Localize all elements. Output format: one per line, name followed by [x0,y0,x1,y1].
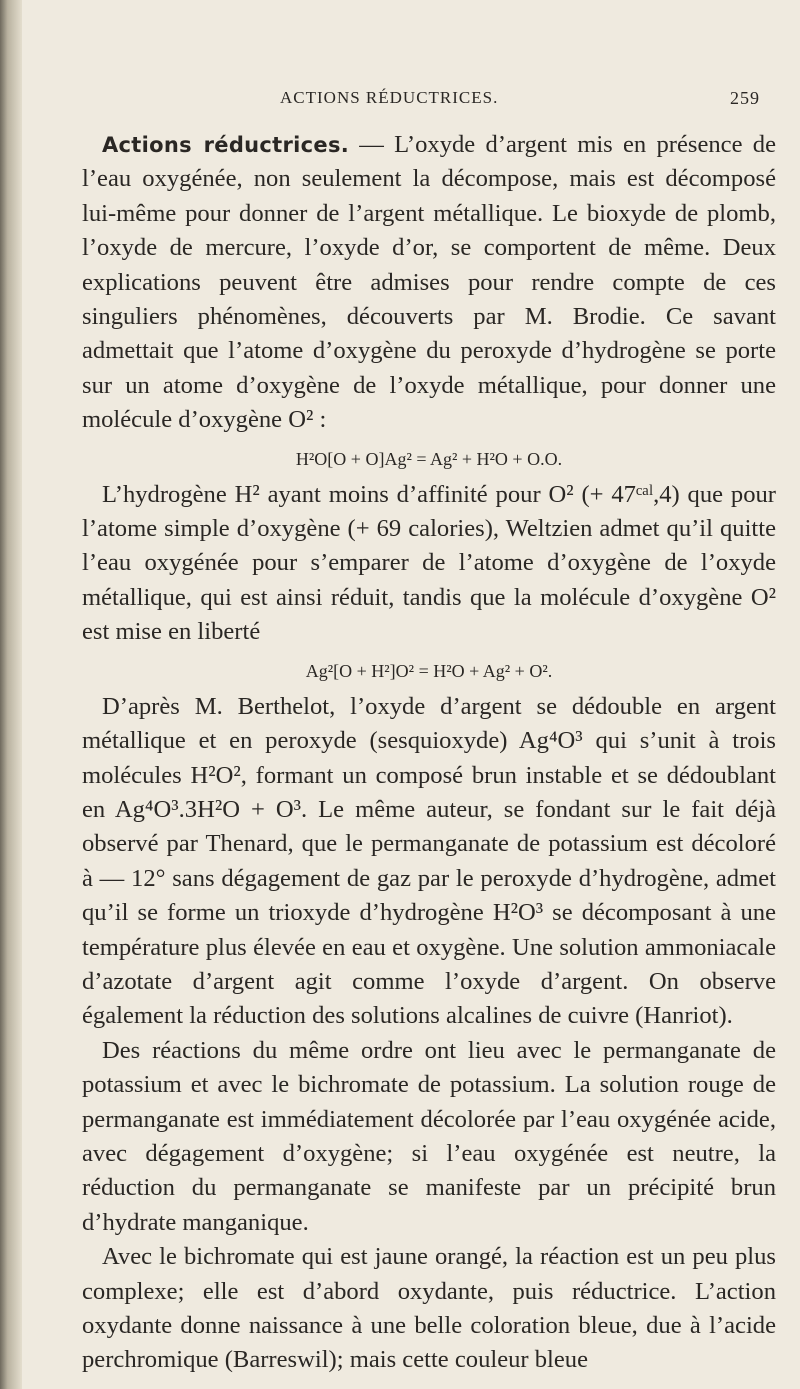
paragraph-3: D’après M. Berthelot, l’oxyde d’argent se dédouble en argent métallique et en peroxyde (sesquioxyde) Ag⁴O³ qui s’unit à trois molécules H²O², formant un composé brun instable et se dédoublant en Ag⁴O³.3H²O + O³. Le même auteur, se fondant sur le fait déjà observé par Thenard, que le permanganate de potassium est décoloré à — 12° sans dégagement de gaz par le peroxyde d’hydrogène, admet qu’il se forme un trioxyde d’hydrogène H²O³ se décomposant à une température plus élevée en eau et oxygène. Une solution ammoniacale d’azotate d’argent agit comme l’oxyde d’argent. On observe également la réduction des solutions alcalines de cuivre (Hanriot). [82,692,776,1030]
page-number: 259 [730,88,760,108]
section-title: Actions réductrices. [102,133,350,157]
formula-2: Ag²[O + H²]O² = H²O + Ag² + O². [305,660,553,681]
formula-1: H²O[O + O]Ag² = Ag² + H²O + O.O. [295,448,563,469]
running-head: ACTIONS RÉDUCTRICES. [280,88,499,107]
paragraph-2: L’hydrogène H² ayant moins d’affinité pour O² (+ 47ᶜᵃˡ,4) que pour l’atome simple d’oxygène (+ 69 calories), Weltzien admet qu’il quitte l’eau oxygénée pour s’emparer de l’atome d’oxygène de l’oxyde métallique, qui est ainsi réduit, tandis que la molécule d’oxygène O² est mise en liberté [82,480,776,646]
paragraph-1-text: — L’oxyde d’argent mis en présence de l’eau oxygénée, non seulement la décompose, mais est décomposé lui-même pour donner de l’argent métallique. Le bioxyde de plomb, l’oxyde de mercure, l’oxyde d’or, se comportent de même. Deux explications peuvent être admises pour rendre compte de ces singuliers phénomènes, découverts par M. Brodie. Ce savant admettait que l’atome d’oxygène du peroxyde d’hydrogène se porte sur un atome d’oxygène de l’oxyde métallique, pour donner une molécule d’oxygène O² : [82,131,776,434]
book-page [22,0,800,1389]
body-text [82,128,776,1378]
paragraph-4: Des réactions du même ordre ont lieu avec le permanganate de potassium et avec le bichromate de potassium. La solution rouge de permanganate est immédiatement décolorée par l’eau oxygénée acide, avec dégagement d’oxygène; si l’eau oxygénée est neutre, la réduction du permanganate se manifeste par un précipité brun d’hydrate manganique. [82,1036,776,1236]
paragraph-1 [82,128,776,438]
paragraph-5: Avec le bichromate qui est jaune orangé, la réaction est un peu plus complexe; elle est d’abord oxydante, puis réductrice. L’action oxydante donne naissance à une belle coloration bleue, due à l’acide perchromique (Barreswil); mais cette couleur bleue [82,1243,776,1374]
book-binding-edge [0,0,22,1389]
